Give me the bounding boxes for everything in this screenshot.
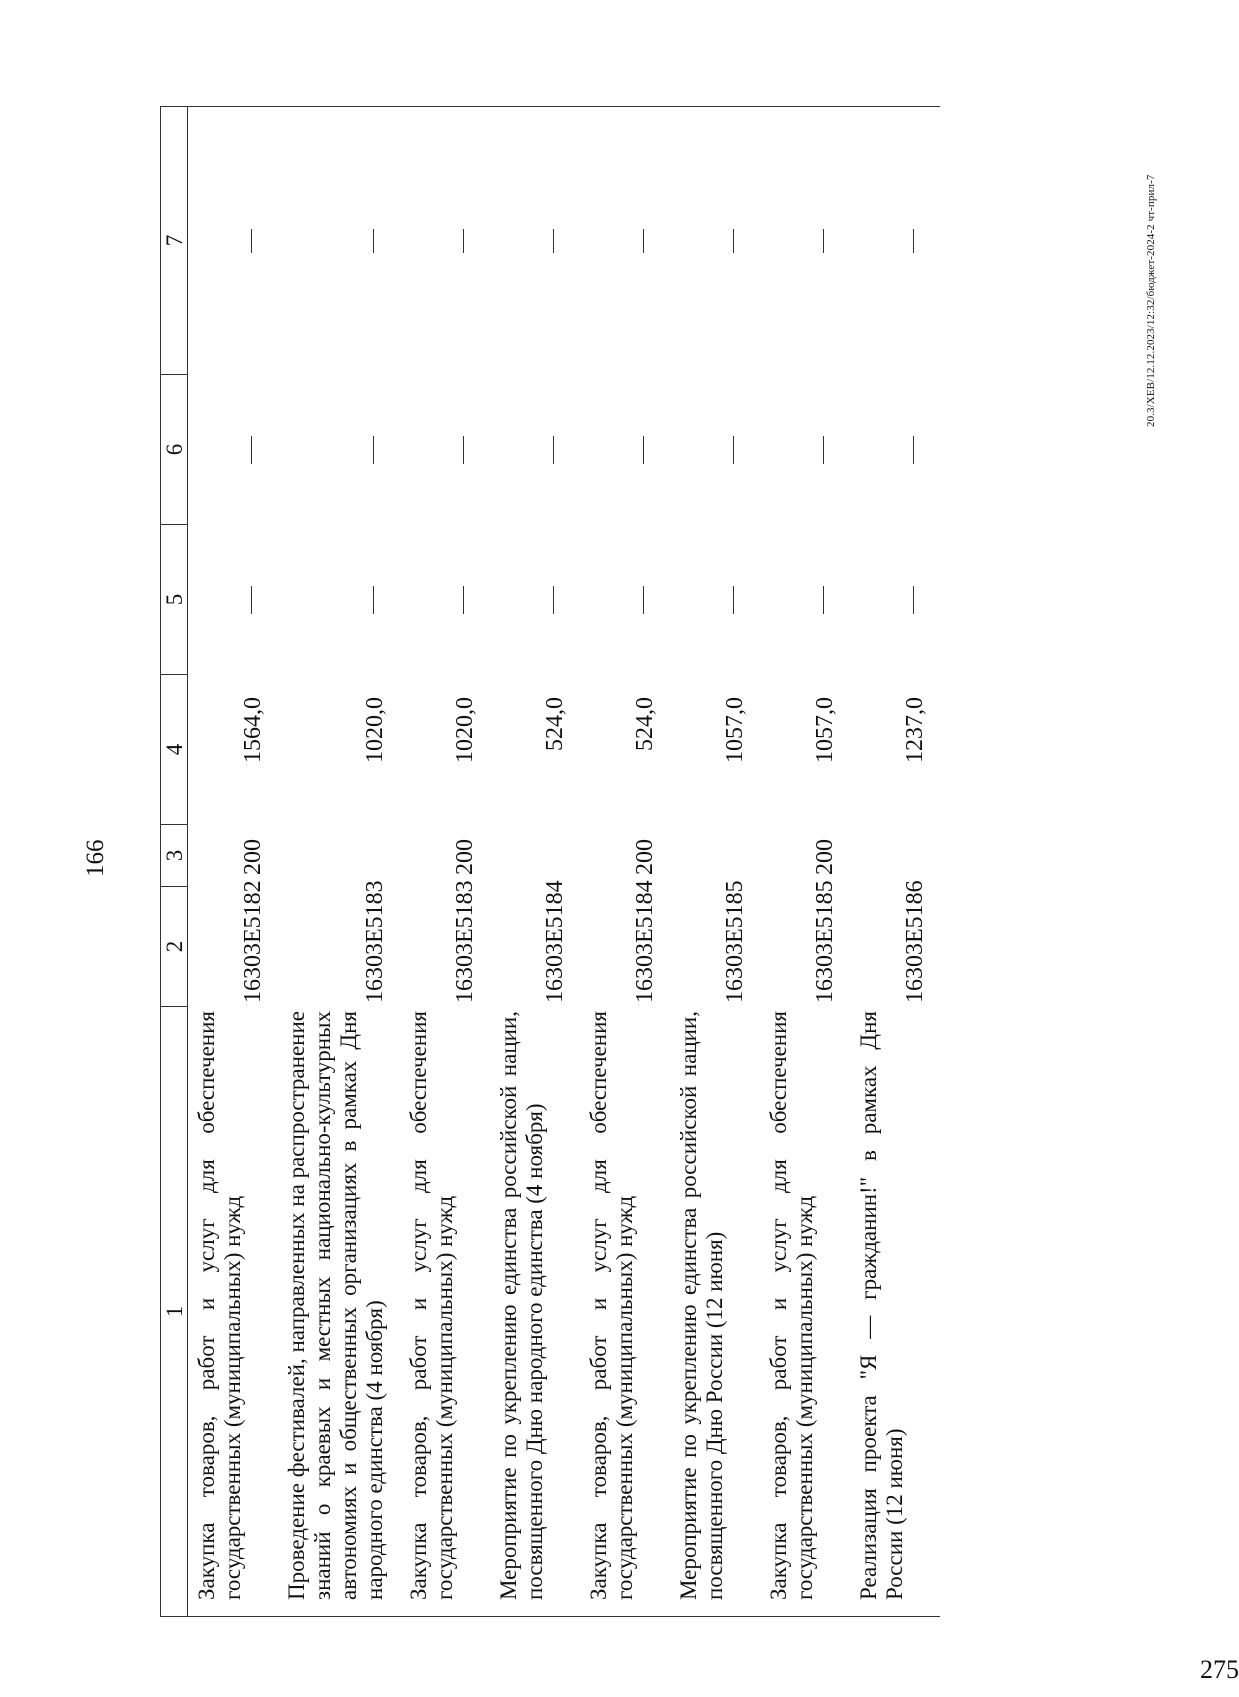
dash-mark [251, 436, 252, 464]
dash-mark [733, 229, 734, 253]
row-expense-type [490, 825, 580, 887]
dash-mark [733, 436, 734, 464]
row-amount: 524,0 [632, 697, 658, 751]
row-col8-dash [760, 107, 850, 375]
document-footer-note: 20.3/ХЕВ/12.12.2023/12:32/бюджет-2024-2 чт-прил-7 [1145, 174, 1157, 427]
row-description: Закупка товаров, работ и услуг для обеспечения государственных (муниципальных) нужд [580, 1007, 670, 1617]
dash-mark [373, 436, 374, 464]
row-col6-dash [580, 525, 670, 675]
row-amount: 1020,0 [362, 697, 388, 763]
budget-table [160, 106, 940, 1617]
dash-mark [251, 229, 252, 253]
row-col7-dash [670, 375, 760, 525]
dash-mark [643, 229, 644, 253]
row-expense-type [850, 825, 940, 887]
dash-mark [463, 586, 464, 614]
dash-mark [733, 586, 734, 614]
row-expense-type: 200 [632, 839, 658, 875]
row-col7-dash [490, 375, 580, 525]
row-code: 16303E5184 [632, 880, 658, 1003]
row-description: Мероприятие по укреплению единства российской нации, посвященного Дню России (12 июня) [670, 1007, 760, 1617]
row-amount: 1057,0 [812, 697, 838, 763]
row-expense-type: 200 [812, 839, 838, 875]
dash-mark [463, 436, 464, 464]
column-header-4: 4 [160, 675, 188, 825]
row-col6-dash [188, 525, 278, 675]
row-expense-type [278, 825, 400, 887]
column-header-7: 7 [160, 107, 188, 375]
row-col7-dash [580, 375, 670, 525]
dash-mark [913, 436, 914, 464]
row-description: Реализация проекта "Я — гражданин!" в рамках Дня России (12 июня) [850, 1007, 940, 1617]
row-code: 16303E5182 [240, 880, 266, 1003]
column-header-5: 5 [160, 525, 188, 675]
dash-mark [373, 229, 374, 253]
row-col8-dash [670, 107, 760, 375]
dash-mark [373, 586, 374, 614]
row-col7-dash [850, 375, 940, 525]
row-col8-dash [850, 107, 940, 375]
row-col8-dash [400, 107, 490, 375]
row-code: 16303E5185 [812, 880, 838, 1003]
row-description: Мероприятие по укреплению единства российской нации, посвященного Дню народного единства (4 ноября) [490, 1007, 580, 1617]
row-expense-type: 200 [452, 839, 478, 875]
dash-mark [643, 586, 644, 614]
row-col6-dash [490, 525, 580, 675]
row-code: 16303E5183 [452, 880, 478, 1003]
row-expense-type: 200 [240, 839, 266, 875]
dash-mark [913, 586, 914, 614]
row-col6-dash [400, 525, 490, 675]
dash-mark [251, 586, 252, 614]
row-amount: 524,0 [542, 697, 568, 751]
row-code: 16303E5183 [362, 880, 388, 1003]
row-amount: 1564,0 [240, 697, 266, 763]
row-col7-dash [188, 375, 278, 525]
sheet-number: 275 [1200, 1655, 1239, 1684]
row-col8-dash [580, 107, 670, 375]
dash-mark [913, 229, 914, 253]
column-header-3: 3 [160, 825, 188, 887]
column-header-2: 2 [160, 887, 188, 1007]
row-amount: 1020,0 [452, 697, 478, 763]
row-code: 16303E5184 [542, 880, 568, 1003]
row-col6-dash [850, 525, 940, 675]
row-col7-dash [400, 375, 490, 525]
row-expense-type [670, 825, 760, 887]
dash-mark [553, 586, 554, 614]
row-description: Закупка товаров, работ и услуг для обеспечения государственных (муниципальных) нужд [400, 1007, 490, 1617]
page-number: 166 [82, 839, 109, 877]
row-col6-dash [278, 525, 400, 675]
dash-mark [823, 436, 824, 464]
row-amount: 1057,0 [722, 697, 748, 763]
row-description: Закупка товаров, работ и услуг для обеспечения государственных (муниципальных) нужд [760, 1007, 850, 1617]
dash-mark [553, 229, 554, 253]
dash-mark [643, 436, 644, 464]
column-header-1: 1 [160, 1007, 188, 1617]
row-code: 16303E5186 [902, 880, 928, 1003]
row-col8-dash [188, 107, 278, 375]
row-description: Закупка товаров, работ и услуг для обеспечения государственных (муниципальных) нужд [188, 1007, 278, 1617]
row-col8-dash [490, 107, 580, 375]
row-col7-dash [760, 375, 850, 525]
row-col6-dash [670, 525, 760, 675]
row-amount: 1237,0 [902, 697, 928, 763]
dash-mark [823, 229, 824, 253]
row-code: 16303E5185 [722, 880, 748, 1003]
row-col8-dash [278, 107, 400, 375]
dash-mark [553, 436, 554, 464]
dash-mark [823, 586, 824, 614]
dash-mark [463, 229, 464, 253]
row-col6-dash [760, 525, 850, 675]
row-description: Проведение фестивалей, направленных на распространение знаний о краевых и местных национально-культурных автономиях и общественных организациях в рамках Дня народного единства (4 ноября) [278, 1007, 400, 1617]
column-header-6: 6 [160, 375, 188, 525]
row-col7-dash [278, 375, 400, 525]
